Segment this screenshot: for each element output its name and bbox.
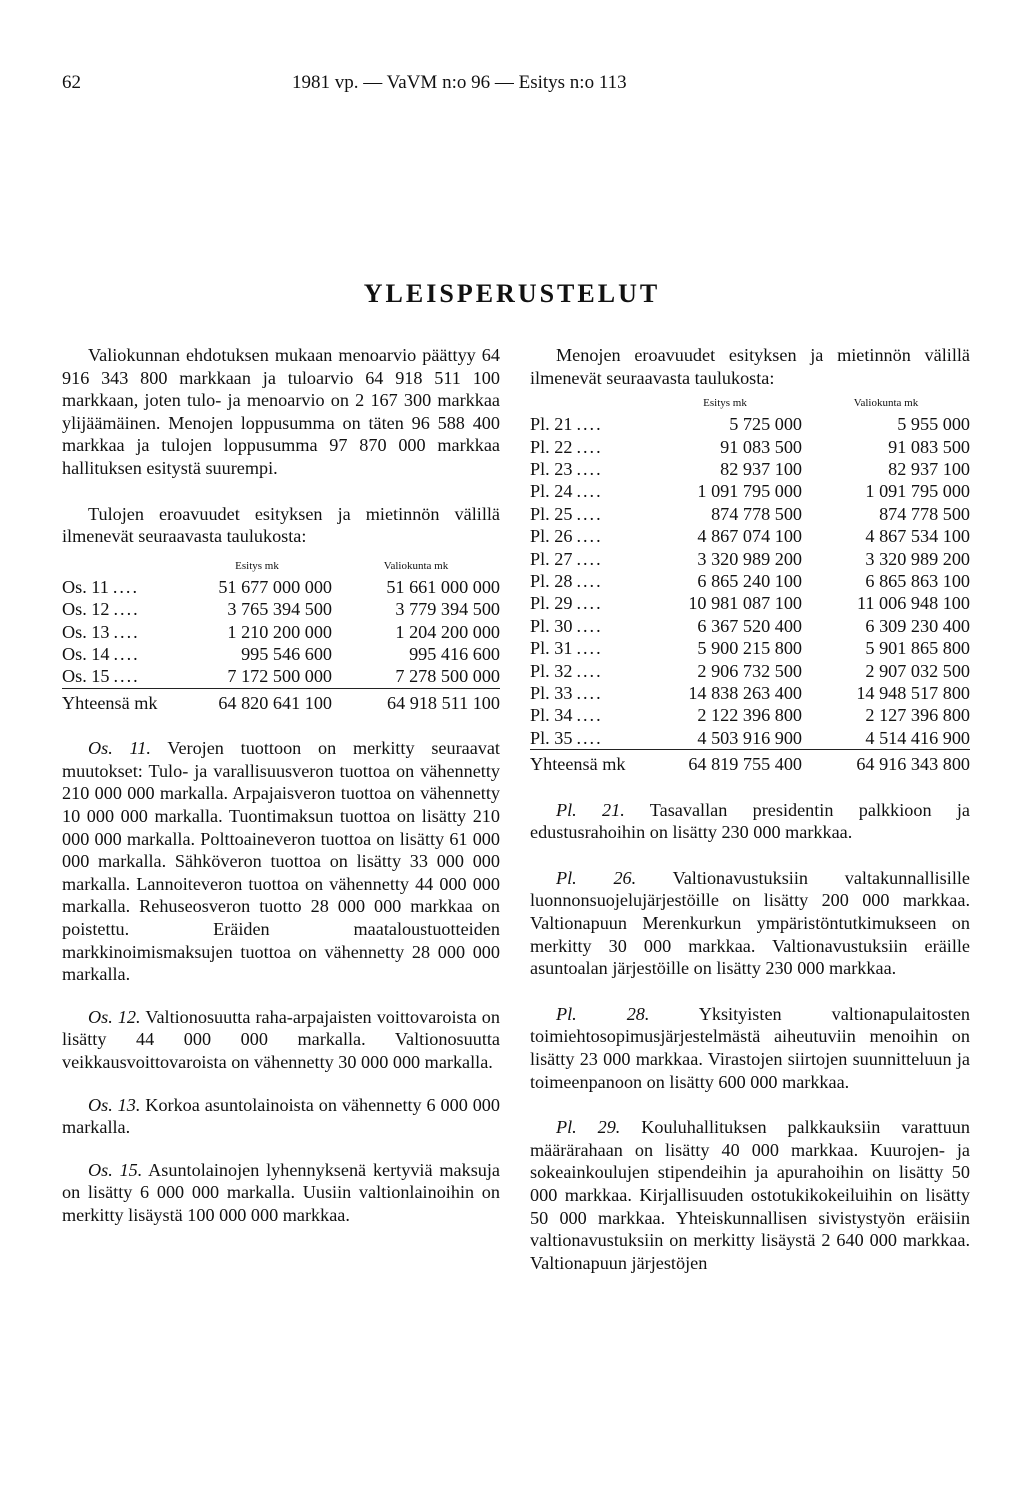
- row-leader: ....: [576, 705, 603, 726]
- table-row: [530, 503, 970, 525]
- row-valiokunta: 91 083 500: [888, 436, 970, 457]
- row-leader: ....: [113, 599, 140, 620]
- running-title: 1981 vp. — VaVM n:o 96 — Esitys n:o 113: [292, 72, 627, 93]
- note-text: Valtionavustuksiin valtakunnallisille luonnonsuojelujärjestöille on lisätty 200 000 markkaa. Valtionapuun Merenkurkun ympäristöntutkimukseen on merkitty 30 000 markkaa. Valtionavustuksiin eräille asuntoalan järjestöille on lisätty 230 000 markkaa.: [530, 867, 970, 979]
- expense-table: [530, 395, 970, 776]
- table-row: [530, 727, 970, 750]
- row-label: Os. 12: [62, 599, 110, 620]
- table-row: [530, 480, 970, 502]
- row-label: Pl. 27: [530, 548, 573, 569]
- row-esitys: 5 725 000: [729, 414, 802, 435]
- row-leader: ....: [576, 593, 603, 614]
- row-valiokunta: 1 091 795 000: [865, 481, 970, 502]
- note-os15: [62, 1159, 500, 1227]
- row-label: Os. 11: [62, 576, 109, 597]
- table-row: [530, 570, 970, 592]
- note-ref: Os. 13.: [88, 1094, 141, 1115]
- row-label: Pl. 21: [530, 414, 573, 435]
- column-header-esitys: Esitys mk: [235, 559, 279, 572]
- row-esitys: 874 778 500: [711, 503, 802, 524]
- note-pl21: [530, 799, 970, 844]
- row-esitys: 995 546 600: [241, 643, 332, 664]
- row-valiokunta: 5 955 000: [897, 414, 970, 435]
- table-row: [530, 704, 970, 726]
- row-leader: ....: [576, 481, 603, 502]
- table-row: [62, 665, 500, 688]
- row-leader: ....: [113, 643, 140, 664]
- row-valiokunta: 4 514 416 900: [865, 727, 970, 748]
- table-row: [62, 621, 500, 643]
- column-header-valiokunta: Valiokunta mk: [853, 397, 919, 410]
- row-label: Pl. 33: [530, 683, 573, 704]
- row-label: Pl. 26: [530, 526, 573, 547]
- income-table-intro: Tulojen eroavuudet esityksen ja mietinnön välillä ilmenevät seuraavasta taulukosta:: [62, 503, 500, 547]
- row-label: Pl. 23: [530, 459, 573, 479]
- table-header-row: [530, 395, 970, 413]
- note-ref: Pl. 26.: [556, 867, 637, 888]
- row-esitys: 14 838 263 400: [688, 683, 802, 704]
- note-text: Tasavallan presidentin palkkioon ja edustusrahoihin on lisätty 230 000 markkaa.: [530, 799, 970, 843]
- row-esitys: 82 937 100: [720, 459, 802, 479]
- row-esitys: 3 765 394 500: [227, 599, 332, 620]
- row-esitys: 6 367 520 400: [697, 615, 802, 636]
- row-label: Pl. 24: [530, 481, 573, 502]
- row-esitys: 1 091 795 000: [697, 481, 802, 502]
- row-leader: ....: [113, 621, 140, 642]
- right-column: [530, 344, 970, 1274]
- total-valiokunta: 64 916 343 800: [802, 750, 970, 776]
- row-valiokunta: 3 779 394 500: [395, 599, 500, 620]
- row-valiokunta: 2 127 396 800: [865, 705, 970, 726]
- row-valiokunta: 1 204 200 000: [395, 621, 500, 642]
- table-row: [530, 548, 970, 570]
- row-leader: ....: [576, 414, 603, 435]
- row-valiokunta: 995 416 600: [409, 643, 500, 664]
- total-label: Yhteensä mk: [530, 750, 648, 776]
- row-label: Pl. 34: [530, 705, 573, 726]
- column-header-esitys: Esitys mk: [703, 397, 747, 410]
- note-pl28: [530, 1003, 970, 1093]
- row-leader: ....: [576, 615, 603, 636]
- row-valiokunta: 51 661 000 000: [386, 576, 500, 597]
- row-label: Pl. 35: [530, 727, 573, 748]
- row-esitys: 7 172 500 000: [227, 666, 332, 687]
- row-leader: ....: [576, 683, 603, 704]
- row-leader: ....: [576, 503, 603, 524]
- row-valiokunta: 7 278 500 000: [395, 666, 500, 687]
- note-os11: [62, 737, 500, 986]
- column-header-valiokunta: Valiokunta mk: [383, 559, 449, 572]
- note-pl26: [530, 867, 970, 980]
- page-number: 62: [62, 72, 81, 93]
- row-valiokunta: 6 865 863 100: [865, 571, 970, 592]
- table-row: [530, 458, 970, 480]
- note-ref: Os. 12.: [88, 1006, 141, 1027]
- total-valiokunta: 64 918 511 100: [332, 688, 500, 714]
- row-leader: ....: [576, 660, 603, 681]
- row-leader: ....: [576, 459, 603, 479]
- row-leader: ....: [576, 638, 603, 659]
- row-label: Pl. 32: [530, 660, 573, 681]
- note-text: Asuntolainojen lyhennyksenä kertyviä maksuja on lisätty 6 000 000 markalla. Uusiin valtionlainoihin on merkitty lisäystä 100 000 000 markkaa.: [62, 1159, 500, 1225]
- row-label: Os. 13: [62, 621, 110, 642]
- row-valiokunta: 11 006 948 100: [857, 593, 970, 614]
- row-label: Os. 14: [62, 643, 110, 664]
- total-label: Yhteensä mk: [62, 688, 182, 714]
- table-row: [530, 413, 970, 435]
- table-total-row: [62, 688, 500, 714]
- table-row: [530, 592, 970, 614]
- table-row: [530, 637, 970, 659]
- row-valiokunta: 14 948 517 800: [856, 683, 970, 704]
- table-row: [62, 643, 500, 665]
- income-table: [62, 558, 500, 714]
- left-column: [62, 344, 500, 1226]
- note-pl29: [530, 1116, 970, 1274]
- table-row: [530, 525, 970, 547]
- row-leader: ....: [576, 571, 603, 592]
- note-ref: Pl. 28.: [556, 1003, 650, 1024]
- expense-table-intro: Menojen eroavuudet esityksen ja mietinnön välillä ilmenevät seuraavasta taulukosta:: [530, 345, 970, 388]
- row-esitys: 1 210 200 000: [227, 621, 332, 642]
- row-esitys: 51 677 000 000: [218, 576, 332, 597]
- note-ref: Pl. 21.: [556, 799, 625, 820]
- row-label: Pl. 28: [530, 571, 573, 592]
- row-label: Pl. 30: [530, 615, 573, 636]
- row-leader: ....: [576, 548, 603, 569]
- note-ref: Os. 11.: [88, 738, 151, 759]
- table-header-row: [62, 558, 500, 576]
- row-valiokunta: 6 309 230 400: [865, 615, 970, 636]
- row-valiokunta: 874 778 500: [879, 503, 970, 524]
- table-total-row: [530, 750, 970, 776]
- row-valiokunta: 5 901 865 800: [865, 638, 970, 659]
- note-os13: [62, 1094, 500, 1139]
- row-esitys: 10 981 087 100: [688, 593, 802, 614]
- row-leader: ....: [576, 436, 603, 457]
- table-row: [62, 576, 500, 598]
- table-row: [530, 660, 970, 682]
- total-esitys: 64 820 641 100: [182, 688, 332, 714]
- row-esitys: 3 320 989 200: [697, 548, 802, 569]
- row-esitys: 2 122 396 800: [697, 705, 802, 726]
- row-valiokunta: 3 320 989 200: [865, 548, 970, 569]
- row-label: Pl. 25: [530, 503, 573, 524]
- table-row: [62, 598, 500, 620]
- note-ref: Pl. 29.: [556, 1117, 621, 1138]
- page-header: [62, 72, 962, 98]
- row-esitys: 91 083 500: [720, 436, 802, 457]
- section-title: YLEISPERUSTELUT: [363, 279, 661, 308]
- row-label: Pl. 31: [530, 638, 573, 659]
- table-row: [530, 436, 970, 458]
- row-label: Pl. 22: [530, 436, 573, 457]
- row-valiokunta: 4 867 534 100: [865, 526, 970, 547]
- row-esitys: 4 503 916 900: [697, 727, 802, 748]
- row-esitys: 4 867 074 100: [697, 526, 802, 547]
- row-label: Pl. 29: [530, 593, 573, 614]
- row-leader: ....: [112, 576, 140, 597]
- row-esitys: 2 906 732 500: [697, 660, 802, 681]
- note-text: Verojen tuottoon on merkitty seuraavat muutokset: Tulo- ja varallisuusveron tuottoa on vähennetty 210 000 000 markalla. Arpajaisveron tuottoa on vähennetty 10 000 000 markalla. Tuontimaksun tuottoa on lisätty 210 000 000 markalla. Polttoaineveron tuottoa on lisätty 61 000 000 markalla. Sähköveron tuottoa on lisätty 33 000 000 markalla. Lannoiteveron tuottoa on vähennetty 44 000 000 markalla. Rehuseosveron tuotto 28 000 000 markkaa on poistettu. Eräiden maataloustuotteiden markkinoimismaksujen tuottoa on vähennetty 28 000 000 markalla.: [62, 738, 500, 985]
- row-leader: ....: [113, 666, 140, 687]
- note-text: Yksityisten valtionapulaitosten toimiehtosopimusjärjestelmästä aiheutuviin menoihin on lisätty 23 000 markkaa. Virastojen siirtojen suunnitteluun ja toimeenpanoon on lisätty 600 000 markkaa.: [530, 1003, 970, 1092]
- total-esitys: 64 819 755 400: [648, 750, 802, 776]
- table-row: [530, 682, 970, 704]
- note-os12: [62, 1006, 500, 1074]
- note-text: Korkoa asuntolainoista on vähennetty 6 000 000 markalla.: [62, 1094, 500, 1138]
- row-valiokunta: 82 937 100: [888, 459, 970, 479]
- row-esitys: 5 900 215 800: [697, 638, 802, 659]
- row-leader: ....: [576, 727, 603, 748]
- note-ref: Os. 15.: [88, 1159, 143, 1180]
- note-text: Kouluhallituksen palkkauksiin varattuun määrärahaan on lisätty 40 000 markkaa. Kuurojen- ja sokeainkoulujen stipendeihin ja apurahoihin on lisätty 50 000 markkaa. Kirjallisuuden ostotukikokeiluihin on lisätty 50 000 markkaa. Yhteiskunnallisen sivistystyön eräisiin valtionavustuksiin on merkitty lisäystä 2 640 000 markkaa. Valtionapuun järjestöjen: [530, 1117, 970, 1273]
- note-text: Valtionosuutta raha-arpajaisten voittovaroista on lisätty 44 000 000 markalla. Valtionosuutta veikkausvoittovaroista on vähennetty 30 000 000 markalla.: [62, 1006, 500, 1072]
- row-label: Os. 15: [62, 666, 110, 687]
- table-row: [530, 615, 970, 637]
- row-esitys: 6 865 240 100: [697, 571, 802, 592]
- intro-paragraph: Valiokunnan ehdotuksen mukaan menoarvio päättyy 64 916 343 800 markkaan ja tuloarvio 64 918 511 100 markkaan, joten tulo- ja menoarvio on 2 167 300 markkaa ylijäämäinen. Menojen loppusumma on täten 96 588 400 markkaa ja tulojen loppusumma 97 870 000 markkaa hallituksen esitystä suurempi.: [62, 345, 500, 478]
- row-valiokunta: 2 907 032 500: [865, 660, 970, 681]
- row-leader: ....: [576, 526, 603, 547]
